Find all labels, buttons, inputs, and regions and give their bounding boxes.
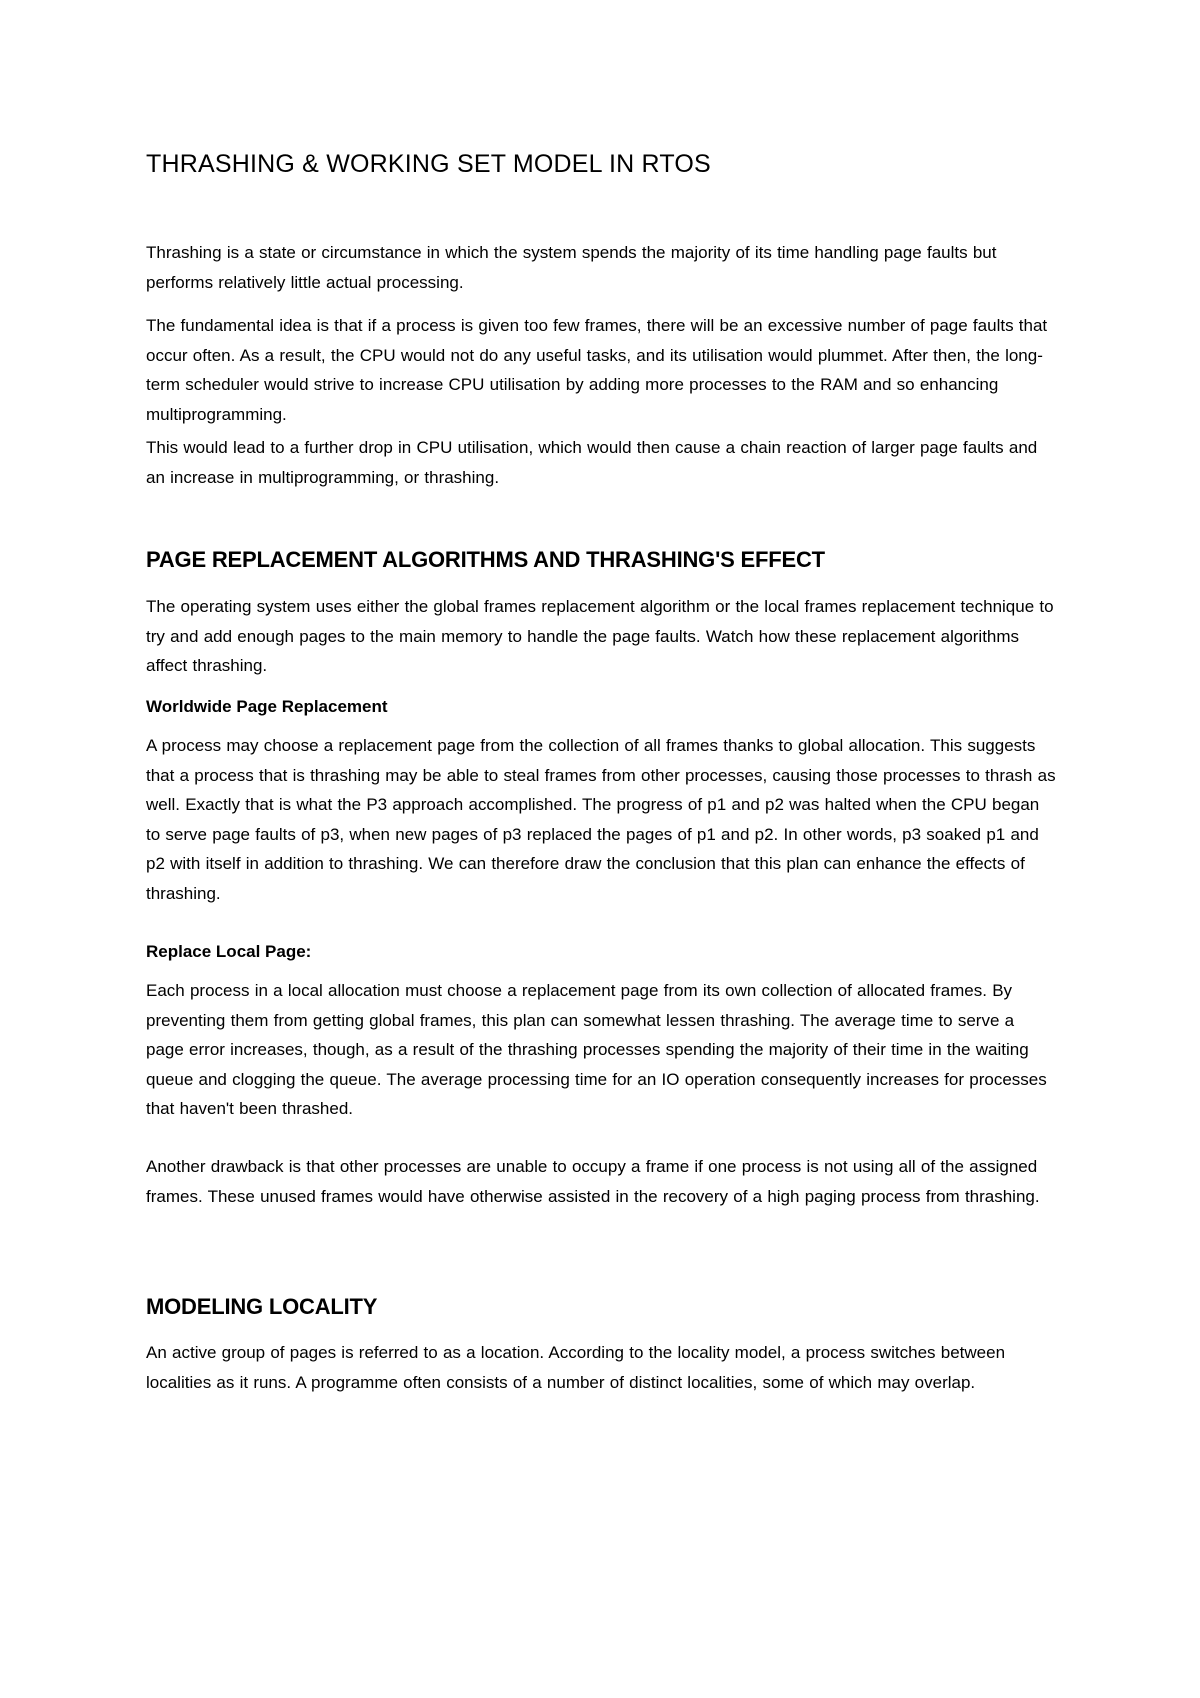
page-title: THRASHING & WORKING SET MODEL IN RTOS <box>146 150 711 178</box>
section-heading-modeling-locality: MODELING LOCALITY <box>146 1294 378 1319</box>
subheading-global-replacement: Worldwide Page Replacement <box>146 697 388 716</box>
document-page <box>146 0 1056 1698</box>
global-replacement-paragraph: A process may choose a replacement page from the collection of all frames thanks to global allocation. This suggests that a process that is thrashing may be able to steal frames from other processes, causing those processes to thrash as well. Exactly that is what the P3 approach accomplished. The progress of p1 and p2 was halted when the CPU began to serve page faults of p3, when new pages of p3 replaced the pages of p1 and p2. In other words, p3 soaked p1 and p2 with itself in addition to thrashing. We can therefore draw the conclusion that this plan can enhance the effects of thrashing. <box>146 736 1056 903</box>
intro-paragraph-2: The fundamental idea is that if a process is given too few frames, there will be an excessive number of page faults that occur often. As a result, the CPU would not do any useful tasks, and its utilisation would plummet. After then, the long-term scheduler would strive to increase CPU utilisation by adding more processes to the RAM and so enhancing multiprogramming. <box>146 316 1048 424</box>
modeling-locality-paragraph: An active group of pages is referred to as a location. According to the locality model, a process switches between localities as it runs. A programme often consists of a number of distinct localities, some of which may overlap. <box>146 1343 1006 1392</box>
local-replacement-paragraph-2: Another drawback is that other processes are unable to occupy a frame if one process is not using all of the assigned frames. These unused frames would have otherwise assisted in the recovery of a high paging process from thrashing. <box>146 1157 1040 1206</box>
page-replacement-intro: The operating system uses either the global frames replacement algorithm or the local frames replacement technique to try and add enough pages to the main memory to handle the page faults. Watch how these replacement algorithms affect thrashing. <box>146 597 1054 675</box>
intro-paragraph-3: This would lead to a further drop in CPU utilisation, which would then cause a chain reaction of larger page faults and an increase in multiprogramming, or thrashing. <box>146 438 1038 487</box>
subheading-local-replacement: Replace Local Page: <box>146 942 312 961</box>
intro-paragraph-1: Thrashing is a state or circumstance in which the system spends the majority of its time handling page faults but performs relatively little actual processing. <box>146 243 997 292</box>
section-heading-page-replacement: PAGE REPLACEMENT ALGORITHMS AND THRASHING'S EFFECT <box>146 547 825 572</box>
local-replacement-paragraph-1: Each process in a local allocation must choose a replacement page from its own collection of allocated frames. By preventing them from getting global frames, this plan can somewhat lessen thrashing. The average time to serve a page error increases, though, as a result of the thrashing processes spending the majority of their time in the waiting queue and clogging the queue. The average processing time for an IO operation consequently increases for processes that haven't been thrashed. <box>146 981 1047 1118</box>
